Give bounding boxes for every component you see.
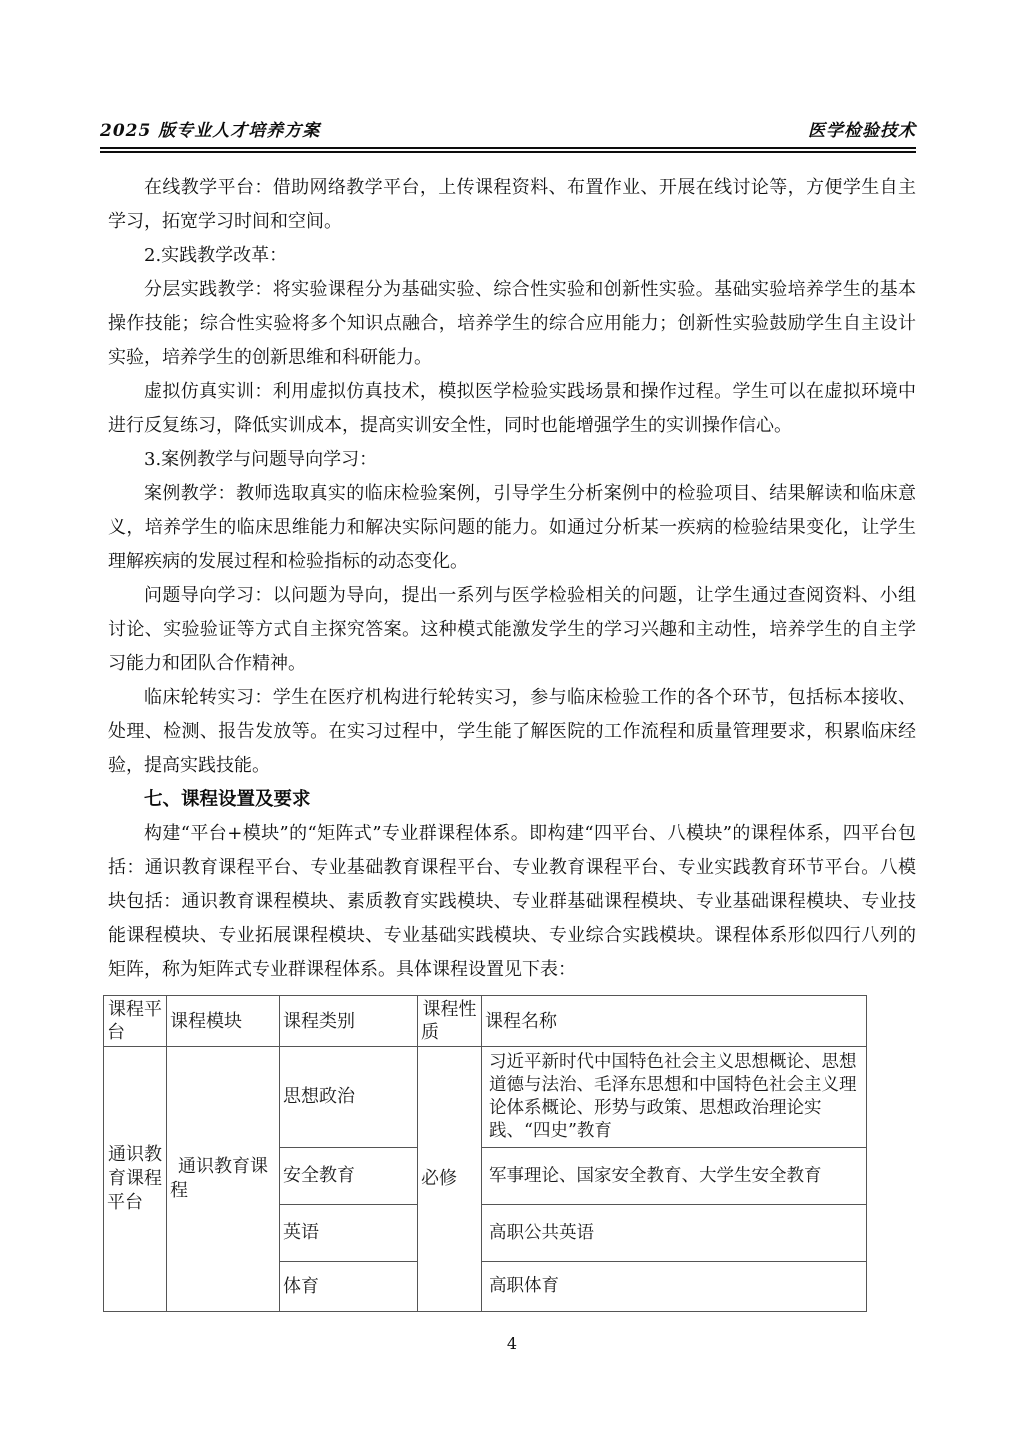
table-row xyxy=(104,1047,867,1148)
cell-category-pe: 体育 xyxy=(280,1262,418,1312)
table-header-row xyxy=(104,996,867,1047)
header-divider xyxy=(100,147,916,153)
document-body xyxy=(108,171,916,1312)
column-header-nature: 课程性质 xyxy=(418,996,482,1047)
cell-nature: 必修 xyxy=(418,1047,482,1312)
paragraph-matrix-system: 构建“平台+模块”的“矩阵式”专业群课程体系。即构建“四平台、八模块”的课程体系，四平台包括：通识教育课程平台、专业基础教育课程平台、专业教育课程平台、专业实践教育环节平台。八模块包括：通识教育课程模块、素质教育实践模块、专业群基础课程模块、专业基础课程模块、专业技能课程模块、专业拓展课程模块、专业基础实践模块、专业综合实践模块。课程体系形似四行八列的矩阵，称为矩阵式专业群课程体系。具体课程设置见下表： xyxy=(108,823,916,980)
cell-category-safety: 安全教育 xyxy=(280,1148,418,1205)
paragraph-practice-reform: 2.实践教学改革： xyxy=(144,245,288,266)
paragraph-layered-practice: 分层实践教学：将实验课程分为基础实验、综合性实验和创新性实验。基础实验培养学生的基本操作技能；综合性实验将多个知识点融合，培养学生的综合应用能力；创新性实验鼓励学生自主设计实验，培养学生的创新思维和科研能力。 xyxy=(108,279,916,368)
cell-module: 通识教育课程 xyxy=(167,1047,280,1312)
paragraph-problem-oriented: 问题导向学习：以问题为导向，提出一系列与医学检验相关的问题，让学生通过查阅资料、小组讨论、实验验证等方式自主探究答案。这种模式能激发学生的学习兴趣和主动性，培养学生的自主学习能力和团队合作精神。 xyxy=(108,585,916,674)
cell-courses-english: 高职公共英语 xyxy=(482,1205,867,1262)
cell-platform: 通识教育课程平台 xyxy=(104,1047,167,1312)
cell-courses-pe: 高职体育 xyxy=(482,1262,867,1312)
page-number: 4 xyxy=(506,1334,518,1353)
cell-courses-ideology: 习近平新时代中国特色社会主义思想概论、思想道德与法治、毛泽东思想和中国特色社会主义理论体系概论、形势与政策、思想政治理论实践、“四史”教育 xyxy=(482,1047,867,1148)
cell-courses-safety: 军事理论、国家安全教育、大学生安全教育 xyxy=(482,1148,867,1205)
header-left-title: 2025 版专业人才培养方案 xyxy=(100,121,321,141)
paragraph-case-teaching: 案例教学：教师选取真实的临床检验案例，引导学生分析案例中的检验项目、结果解读和临床意义，培养学生的临床思维能力和解决实际问题的能力。如通过分析某一疾病的检验结果变化，让学生理解疾病的发展过程和检验指标的动态变化。 xyxy=(108,483,916,572)
cell-category-ideology: 思想政治 xyxy=(280,1047,418,1148)
header-right-title: 医学检验技术 xyxy=(808,121,916,141)
column-header-course-name: 课程名称 xyxy=(482,996,867,1047)
page-header xyxy=(100,116,916,141)
section-heading-courses: 七、课程设置及要求 xyxy=(144,789,311,810)
paragraph-virtual-simulation: 虚拟仿真实训：利用虚拟仿真技术，模拟医学检验实践场景和操作过程。学生可以在虚拟环境中进行反复练习，降低实训成本，提高实训安全性，同时也能增强学生的实训操作信心。 xyxy=(108,381,916,436)
column-header-category: 课程类别 xyxy=(280,996,418,1047)
paragraph-online-platform: 在线教学平台：借助网络教学平台，上传课程资料、布置作业、开展在线讨论等，方便学生自主学习，拓宽学习时间和空间。 xyxy=(108,177,916,232)
cell-category-english: 英语 xyxy=(280,1205,418,1262)
column-header-platform: 课程平台 xyxy=(104,996,167,1047)
course-setup-table xyxy=(103,995,867,1312)
paragraph-clinical-rotation: 临床轮转实习：学生在医疗机构进行轮转实习，参与临床检验工作的各个环节，包括标本接收、处理、检测、报告发放等。在实习过程中，学生能了解医院的工作流程和质量管理要求，积累临床经验，提高实践技能。 xyxy=(108,687,916,776)
column-header-module: 课程模块 xyxy=(167,996,280,1047)
paragraph-case-pbl-heading: 3.案例教学与问题导向学习： xyxy=(144,449,378,470)
